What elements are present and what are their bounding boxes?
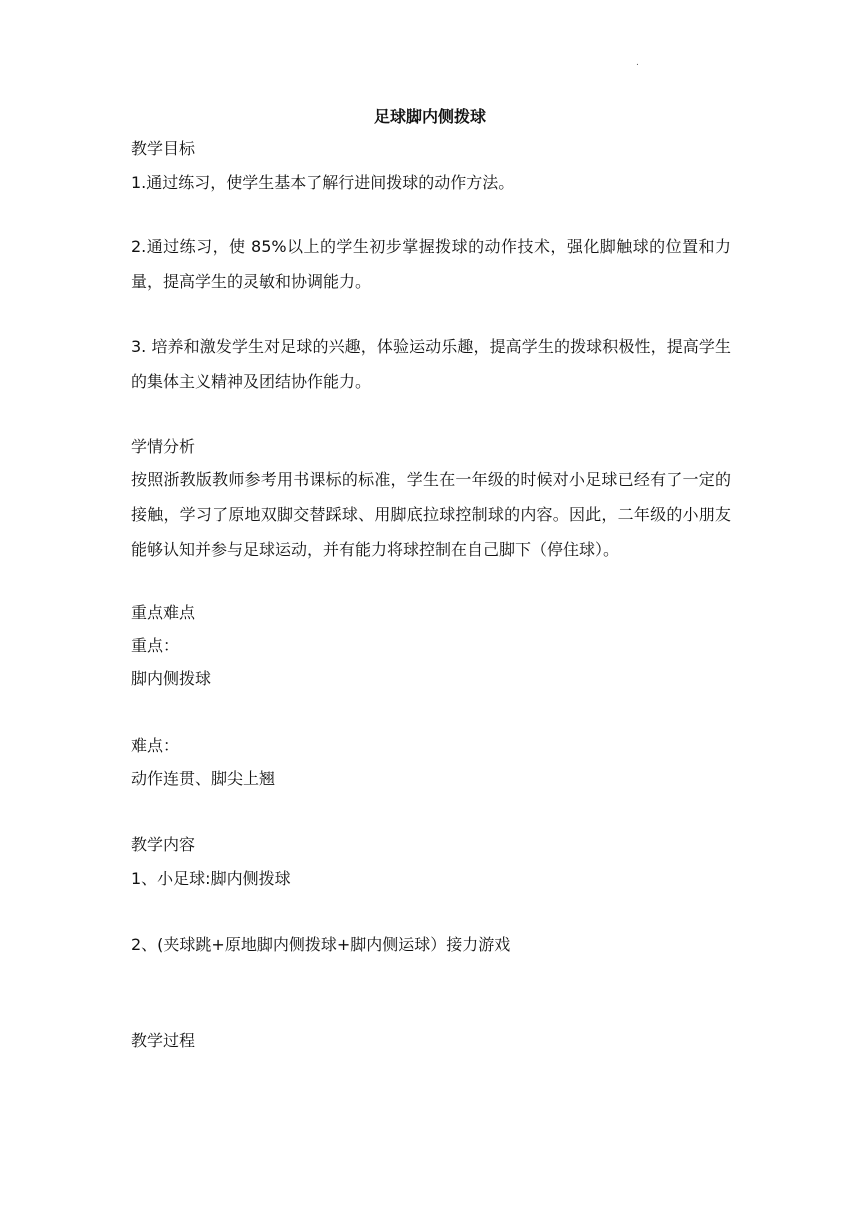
key-label: 重点： [131,636,180,655]
key-text: 脚内侧拨球 [131,669,212,688]
goals-heading: 教学目标 [131,139,196,158]
goal-2: 2.通过练习，使 85%以上的学生初步掌握拨球的动作技术，强化脚触球的位置和力量，提高学生的灵敏和协调能力。 [131,237,731,291]
analysis-text: 按照浙教版教师参考用书课标的标准，学生在一年级的时候对小足球已经有了一定的接触，学习了原地双脚交替踩球、用脚底拉球控制球的内容。因此，二年级的小朋友能够认知并参与足球运动，并有能力将球控制在自己脚下（停住球）。 [131,470,731,559]
difficulty-text: 动作连贯、脚尖上翘 [131,769,276,788]
goal-1: 1.通过练习，使学生基本了解行进间拨球的动作方法。 [131,173,515,192]
content-heading: 教学内容 [131,835,196,854]
difficulty-label: 难点： [131,736,180,755]
analysis-heading: 学情分析 [131,437,196,456]
content-item-2: 2、(夹球跳+原地脚内侧拨球+脚内侧运球）接力游戏 [131,935,511,954]
goal-3: 3. 培养和激发学生对足球的兴趣，体验运动乐趣，提高学生的拨球积极性，提高学生的集体主义精神及团结协作能力。 [131,337,731,391]
header-dot: . [636,58,639,68]
page-title: 足球脚内侧拨球 [373,107,486,126]
key-difficulty-heading: 重点难点 [131,603,196,622]
content-item-1: 1、小足球:脚内侧拨球 [131,869,291,888]
process-heading: 教学过程 [131,1031,196,1050]
